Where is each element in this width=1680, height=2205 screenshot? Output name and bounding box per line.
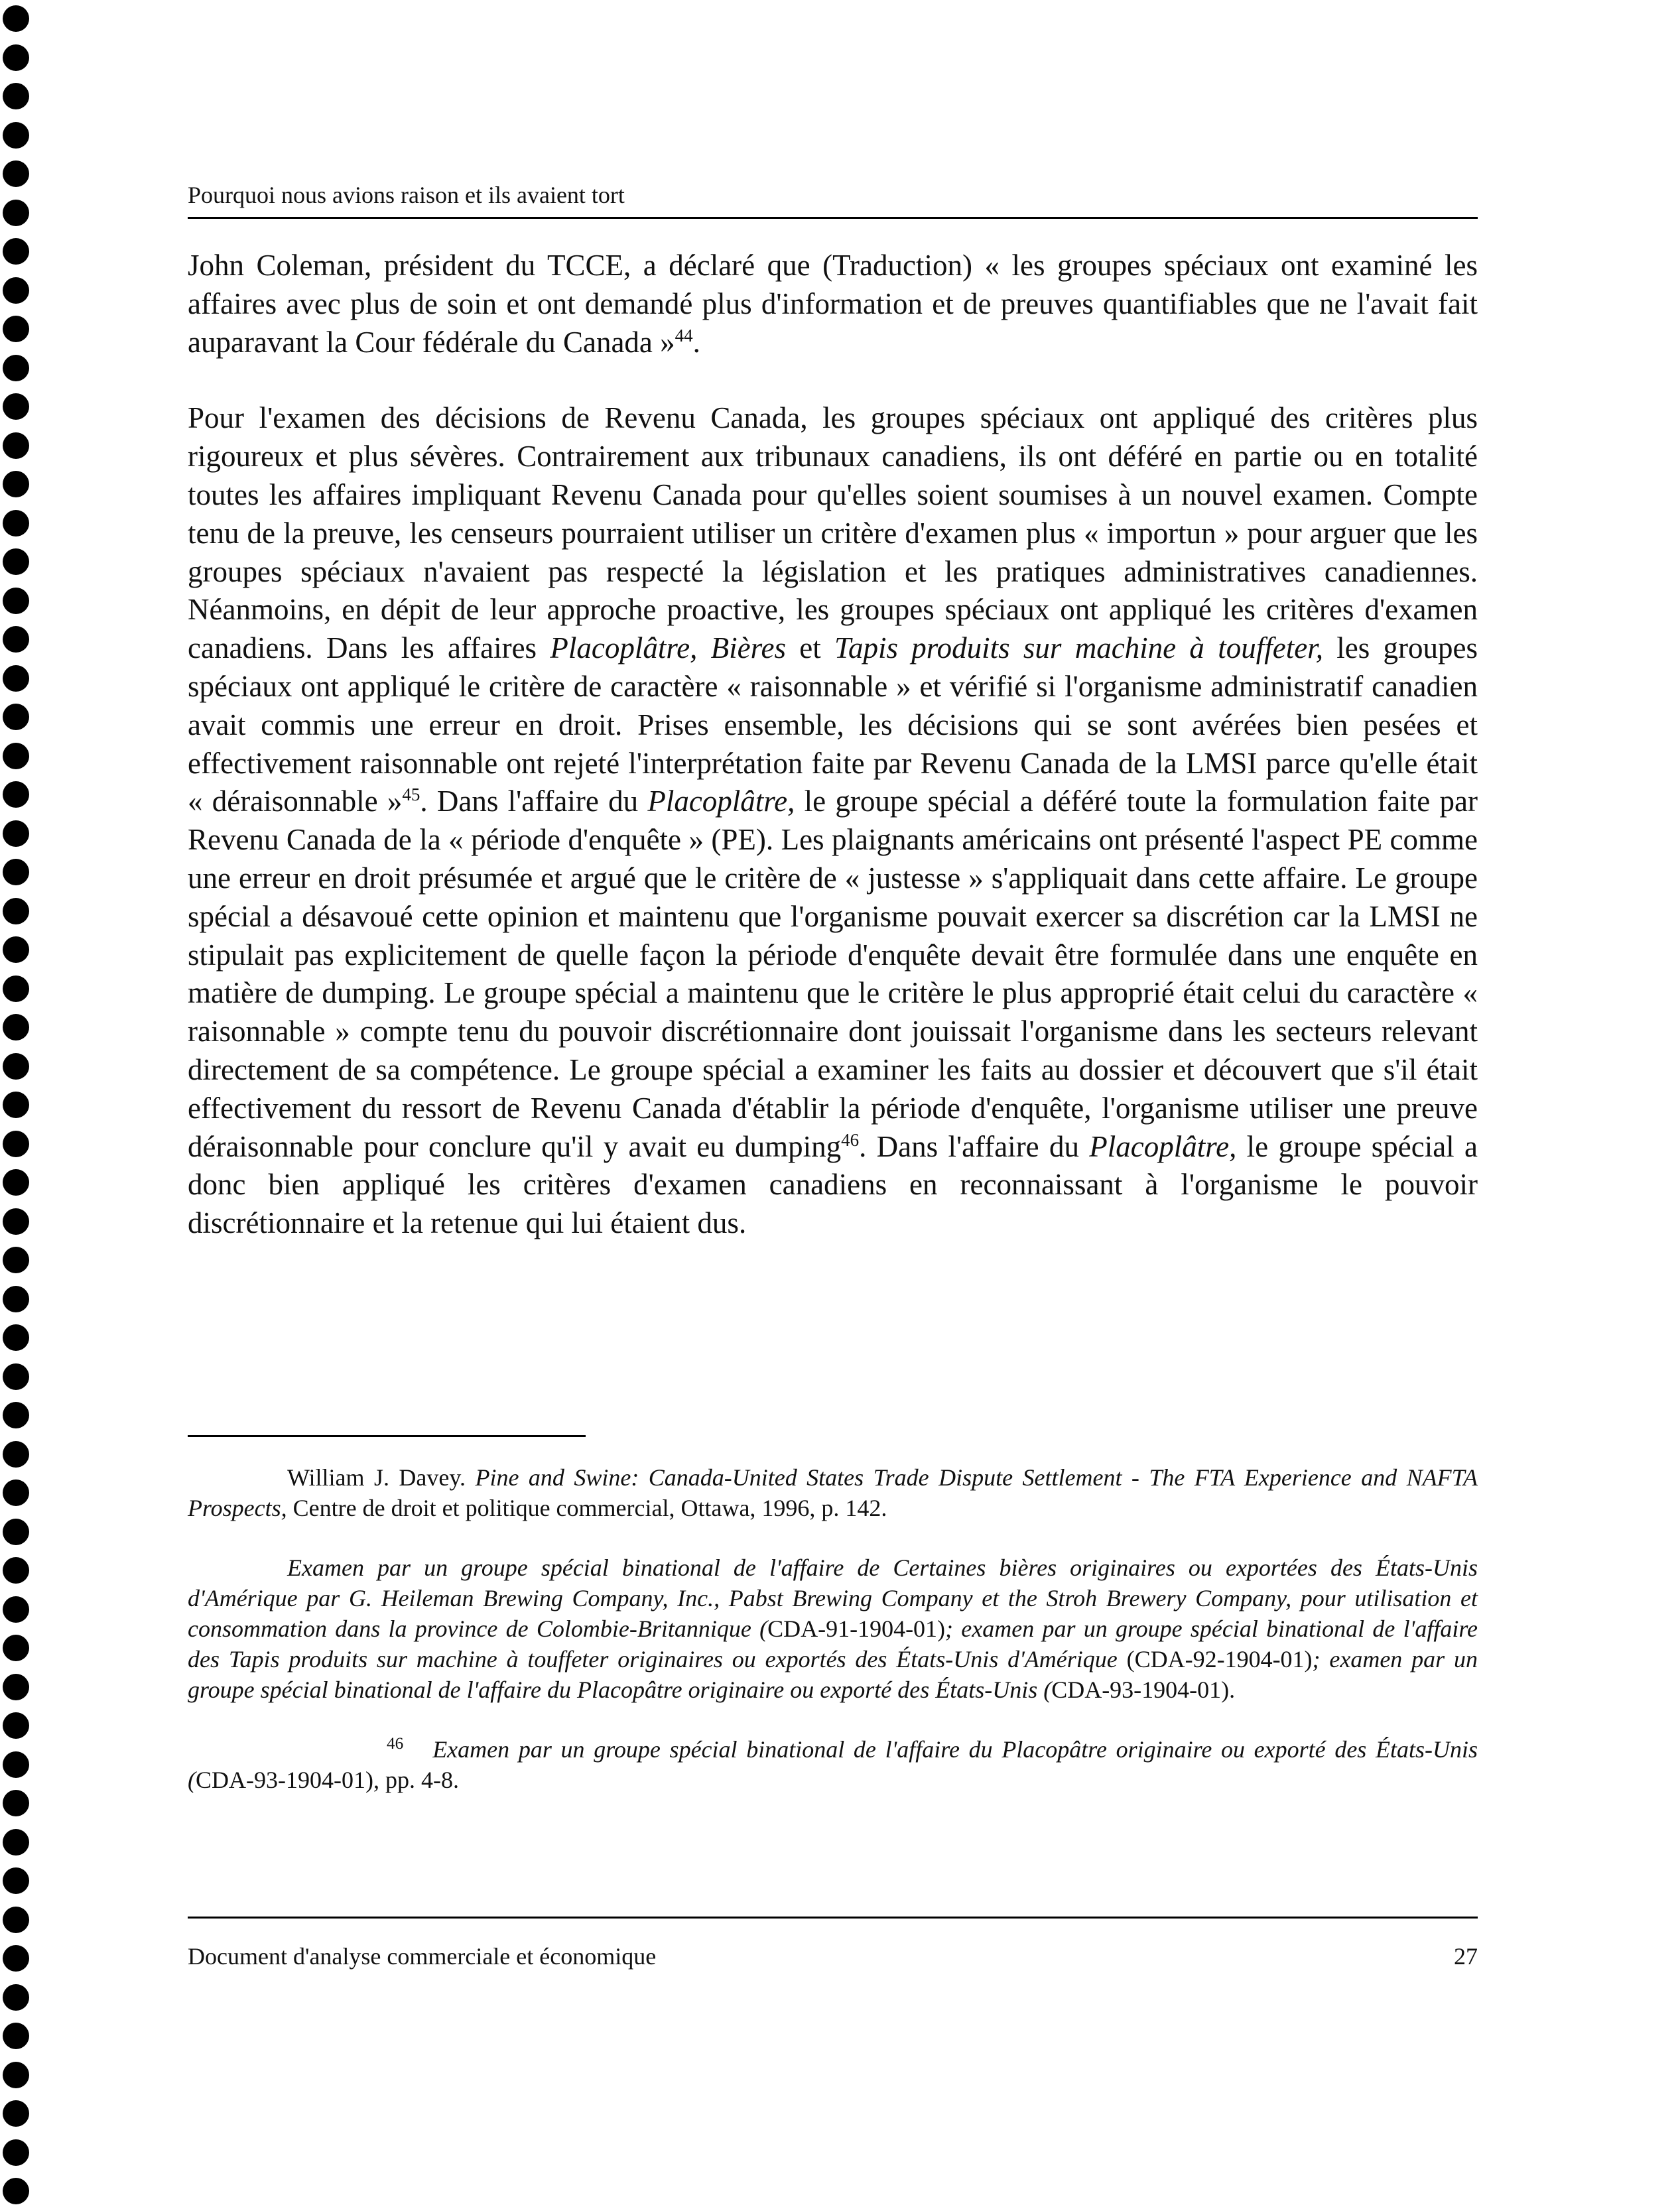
binding-hole: [3, 1984, 29, 2011]
binding-hole: [3, 781, 29, 808]
binding-hole: [3, 5, 29, 32]
binding-hole: [3, 1519, 29, 1545]
binding-hole: [3, 1014, 29, 1040]
binding-hole: [3, 1712, 29, 1739]
binding-hole: [3, 1557, 29, 1584]
paragraph-2: Pour l'examen des décisions de Revenu Canada, les groupes spéciaux ont appliqué des critères plus rigoureux et plus sévères. Contrairement aux tribunaux canadiens, ils ont déféré en partie ou en totalité toutes les affaires impliquant Revenu Canada pour qu'elles soient soumises à un nouvel examen. Compte tenu de la preuve, les censeurs pourraient utiliser un critère d'examen plus « importun » pour arguer que les groupes spéciaux n'avaient pas respecté la législation et les pratiques administratives canadiennes. Néanmoins, en dépit de leur approche proactive, les groupes spéciaux ont appliqué les critères d'examen canadiens. Dans les affaires Placoplâtre, Bières et Tapis produits sur machine à touffeter, les groupes spéciaux ont appliqué le critère de caractère « raisonnable » et vérifié si l'organisme administratif canadien avait commis une erreur en droit. Prises ensemble, les décisions qui se sont avérées bien pesées et effectivement raisonnable ont rejeté l'interprétation faite par Revenu Canada de la LMSI parce qu'elle était « déraisonnable »$^{45}$. Dans l'affaire du Placoplâtre, le groupe spécial a déféré toute la formulation faite par Revenu Canada de la « période d'enquête » (PE). Les plaignants américains ont présenté l'aspect PE comme une erreur en droit présumée et argué que le critère de « justesse » s'appliquait dans cette affaire. Le groupe spécial a désavoué cette opinion et maintenu que l'organisme pouvait exercer sa discrétion car la LMSI ne stipulait pas explicitement de quelle façon la période d'enquête devait être formulée dans une enquête en matière de dumping. Le groupe spécial a maintenu que le critère le plus approprié était celui du caractère « raisonnable » compte tenu du pouvoir discrétionnaire dont jouissait l'organisme dans les secteurs relevant directement de sa compétence. Le groupe spécial a examiner les faits au dossier et découvert que s'il était effectivement du ressort de Revenu Canada d'établir la période d'enquête, l'organisme utiliser une preuve déraisonnable pour conclure qu'il y avait eu dumping$^{46}$. Dans l'affaire du Placoplâtre, le groupe spécial a donc bien appliqué les critères d'examen canadiens en reconnaissant à l'organisme le pouvoir discrétionnaire et la retenue qui lui étaient dus.: [188, 401, 1478, 1240]
binding-hole: [3, 936, 29, 963]
footnote-ref-45: 45: [402, 785, 420, 805]
binding-hole: [3, 1829, 29, 1856]
binding-hole: [3, 2100, 29, 2127]
binding-hole: [3, 1790, 29, 1816]
page-footer: [188, 1942, 1478, 1971]
binding-hole: [3, 2139, 29, 2166]
binding-hole: [3, 1363, 29, 1390]
binding-hole: [3, 665, 29, 692]
footnote-44: William J. Davey. Pine and Swine: Canada-United States Trade Dispute Settlement - The FTA Experience and NAFTA Prospects, Centre de droit et politique commercial, Ottawa, 1996, p. 142.: [188, 1464, 1478, 1521]
binding-hole: [3, 393, 29, 420]
binding-hole: [3, 1635, 29, 1661]
binding-hole: [3, 471, 29, 497]
binding-hole: [3, 859, 29, 885]
binding-hole: [3, 1324, 29, 1351]
binding-hole: [3, 355, 29, 381]
binding-hole: [3, 898, 29, 924]
footer-rule: [188, 1917, 1478, 1919]
binding-holes: [0, 0, 40, 2205]
publication-title: Document d'analyse commerciale et économique: [188, 1943, 657, 1970]
main-text: [188, 247, 1478, 1281]
binding-hole: [3, 1945, 29, 1972]
binding-hole: [3, 1441, 29, 1468]
binding-hole: [3, 626, 29, 653]
binding-hole: [3, 1751, 29, 1778]
footnote-ref-44: 44: [675, 325, 693, 346]
binding-hole: [3, 1596, 29, 1623]
header-rule: [188, 217, 1478, 219]
binding-hole: [3, 1286, 29, 1312]
binding-hole: [3, 1480, 29, 1506]
footnote-45: Examen par un groupe spécial binational de l'affaire de Certaines bières originaires ou exportées des États-Unis d'Amérique par G. Heileman Brewing Company, Inc., Pabst Brewing Company et the Stroh Brewery Company, pour utilisation et consommation dans la province de Colombie-Britannique (CDA-91-1904-01); examen par un groupe spécial binational de l'affaire des Tapis produits sur machine à touffeter originaires ou exportés des États-Unis d'Amérique (CDA-92-1904-01); examen par un groupe spécial binational de l'affaire du Placopâtre originaire ou exporté des États-Unis (CDA-93-1904-01).: [188, 1554, 1478, 1703]
binding-hole: [3, 316, 29, 342]
binding-hole: [3, 743, 29, 769]
binding-hole: [3, 2023, 29, 2049]
binding-hole: [3, 1674, 29, 1700]
footnote-ref-46: 46: [841, 1129, 860, 1150]
binding-hole: [3, 2178, 29, 2204]
footnotes: [188, 1462, 1478, 1824]
page-number: 27: [1454, 1943, 1478, 1970]
binding-hole: [3, 548, 29, 575]
binding-hole: [3, 976, 29, 1002]
binding-hole: [3, 1131, 29, 1157]
binding-hole: [3, 432, 29, 459]
binding-hole: [3, 1247, 29, 1273]
binding-hole: [3, 200, 29, 226]
binding-hole: [3, 1867, 29, 1894]
binding-hole: [3, 1402, 29, 1428]
binding-hole: [3, 1169, 29, 1196]
binding-hole: [3, 510, 29, 536]
binding-hole: [3, 1907, 29, 1933]
footnote-46: 46 Examen par un groupe spécial binational de l'affaire du Placopâtre originaire ou exporté des États-Unis (CDA-93-1904-01), pp. 4-8.: [188, 1735, 1478, 1793]
binding-hole: [3, 1092, 29, 1118]
binding-hole: [3, 1208, 29, 1235]
binding-hole: [3, 83, 29, 109]
binding-hole: [3, 1053, 29, 1080]
footnote-separator: [188, 1435, 586, 1437]
binding-hole: [3, 238, 29, 265]
paragraph-1: John Coleman, président du TCCE, a déclaré que (Traduction) « les groupes spéciaux ont examiné les affaires avec plus de soin et ont demandé plus d'information et de preuves quantifiables que ne l'avait fait auparavant la Cour fédérale du Canada »$^{44}$.: [188, 249, 1478, 359]
binding-hole: [3, 588, 29, 614]
running-header: Pourquoi nous avions raison et ils avaient tort: [188, 182, 625, 208]
binding-hole: [3, 820, 29, 847]
binding-hole: [3, 160, 29, 187]
binding-hole: [3, 2062, 29, 2088]
binding-hole: [3, 122, 29, 149]
binding-hole: [3, 704, 29, 730]
binding-hole: [3, 44, 29, 71]
binding-hole: [3, 277, 29, 304]
